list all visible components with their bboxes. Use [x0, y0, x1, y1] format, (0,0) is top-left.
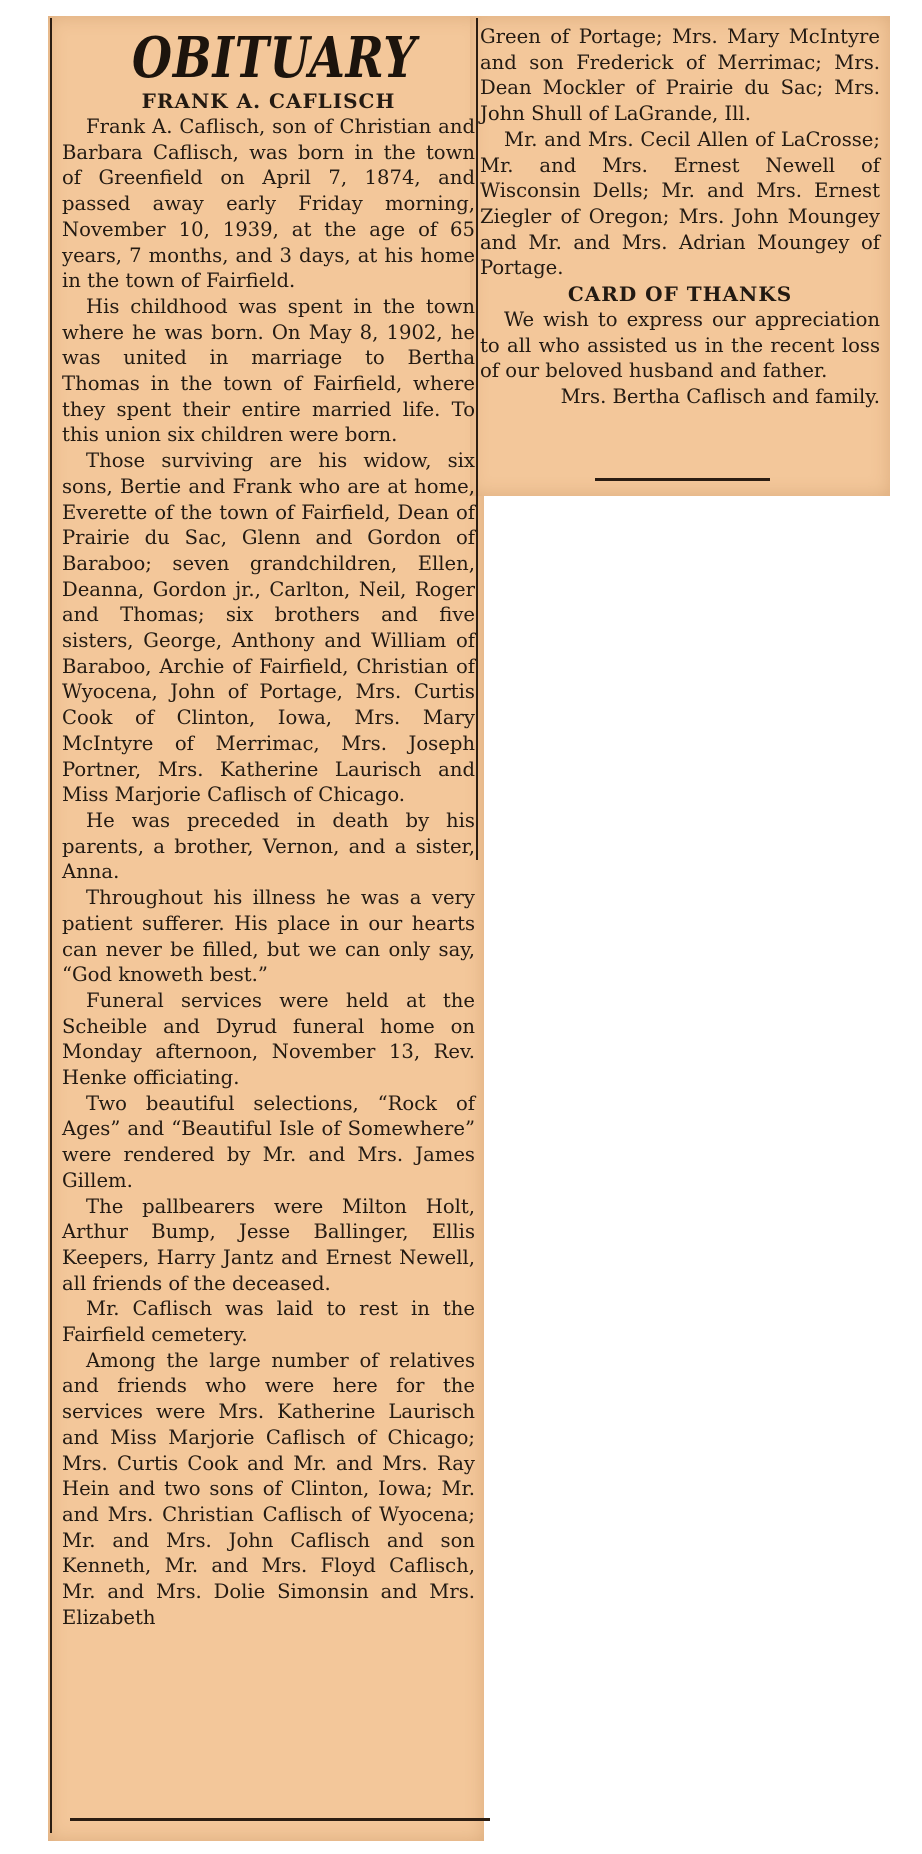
paragraph: Those surviving are his widow, six sons, Bertie and Frank who are at home, Everette of the town of Fairfield, Dean of Prairie du Sac, Glenn and Gordon of Baraboo; seven grandchildren, Ellen, Deanna, Gordon jr., Carlton, Neil, Roger and Thomas; six brothers and five sisters, George, Anthony and William of Baraboo, Archie of Fairfield, Christian of Wyocena, John of Portage, Mrs. Curtis Cook of Clinton, Iowa, Mrs. Mary McIntyre of Merrimac, Mrs. Joseph Portner, Mrs. Katherine Laurisch and Miss Marjorie Caflisch of Chicago.: [62, 449, 475, 807]
paragraph: We wish to express our appreciation to all who assisted us in the recent loss of our beloved husband and father.: [480, 308, 880, 383]
paragraph: Among the large number of relatives and friends who were here for the services were Mrs. Katherine Laurisch and Miss Marjorie Caflisch of Chicago; Mrs. Curtis Cook and Mr. and Mrs. Ray Hein and two sons of Clinton, Iowa; Mr. and Mrs. Christian Caflisch of Wyocena; Mr. and Mrs. John Caflisch and son Kenneth, Mr. and Mrs. Floyd Caflisch, Mr. and Mrs. Dolie Simonsin and Mrs. Elizabeth: [62, 1348, 475, 1629]
paragraph: Green of Portage; Mrs. Mary McIntyre and son Frederick of Merrimac; Mrs. Dean Mockler of Prairie du Sac; Mrs. John Shull of LaGrande, Ill.: [480, 25, 880, 126]
paragraph: He was preceded in death by his parents, a brother, Vernon, and a sister, Anna.: [62, 808, 475, 884]
paragraph: His childhood was spent in the town where he was born. On May 8, 1902, he was united in marriage to Bertha Thomas in the town of Fairfield, where they spent their entire married life. To this union six children were born.: [62, 294, 475, 447]
thanks-heading: CARD OF THANKS: [567, 282, 793, 307]
paragraph: Frank A. Caflisch, son of Christian and Barbara Caflisch, was born in the town of Greenfield on April 7, 1874, and passed away early Friday morning, November 10, 1939, at the age of 65 years, 7 months, and 3 days, at his home in the town of Fairfield.: [62, 115, 475, 293]
thanks-signature: Mrs. Bertha Caflisch and family.: [560, 385, 880, 409]
paragraph: Funeral services were held at the Scheible and Dyrud funeral home on Monday afternoon, November 13, Rev. Henke officiating.: [62, 988, 475, 1090]
bottom-rule: [70, 1818, 490, 1821]
masthead: OBITUARY: [132, 25, 417, 91]
paragraph: Mr. Caflisch was laid to rest in the Fairfield cemetery.: [62, 1297, 475, 1347]
obituary-body: [62, 114, 475, 1630]
paragraph: The pallbearers were Milton Holt, Arthur Bump, Jesse Ballinger, Ellis Keepers, Harry Jantz and Ernest Newell, all friends of the deceased.: [62, 1194, 475, 1295]
thanks-body: [480, 307, 880, 384]
left-column: [62, 24, 475, 1630]
headline: FRANK A. CAFLISCH: [141, 89, 396, 113]
thanks-rule: [595, 478, 770, 481]
paragraph: Two beautiful selections, “Rock of Ages” and “Beautiful Isle of Somewhere” were rendered by Mr. and Mrs. James Gillem.: [62, 1091, 475, 1192]
attendees-continued: [480, 24, 880, 281]
right-column: [480, 24, 880, 410]
paragraph: Mr. and Mrs. Cecil Allen of LaCrosse; Mr. and Mrs. Ernest Newell of Wisconsin Dells; Mr. and Mrs. Ernest Ziegler of Oregon; Mrs. John Moungey and Mr. and Mrs. Adrian Moungey of Portage.: [480, 127, 880, 280]
column-rule-middle: [476, 18, 478, 860]
paragraph: Throughout his illness he was a very patient sufferer. His place in our hearts can never be filled, but we can only say, “God knoweth best.”: [62, 886, 475, 987]
column-rule-left: [50, 18, 52, 1833]
